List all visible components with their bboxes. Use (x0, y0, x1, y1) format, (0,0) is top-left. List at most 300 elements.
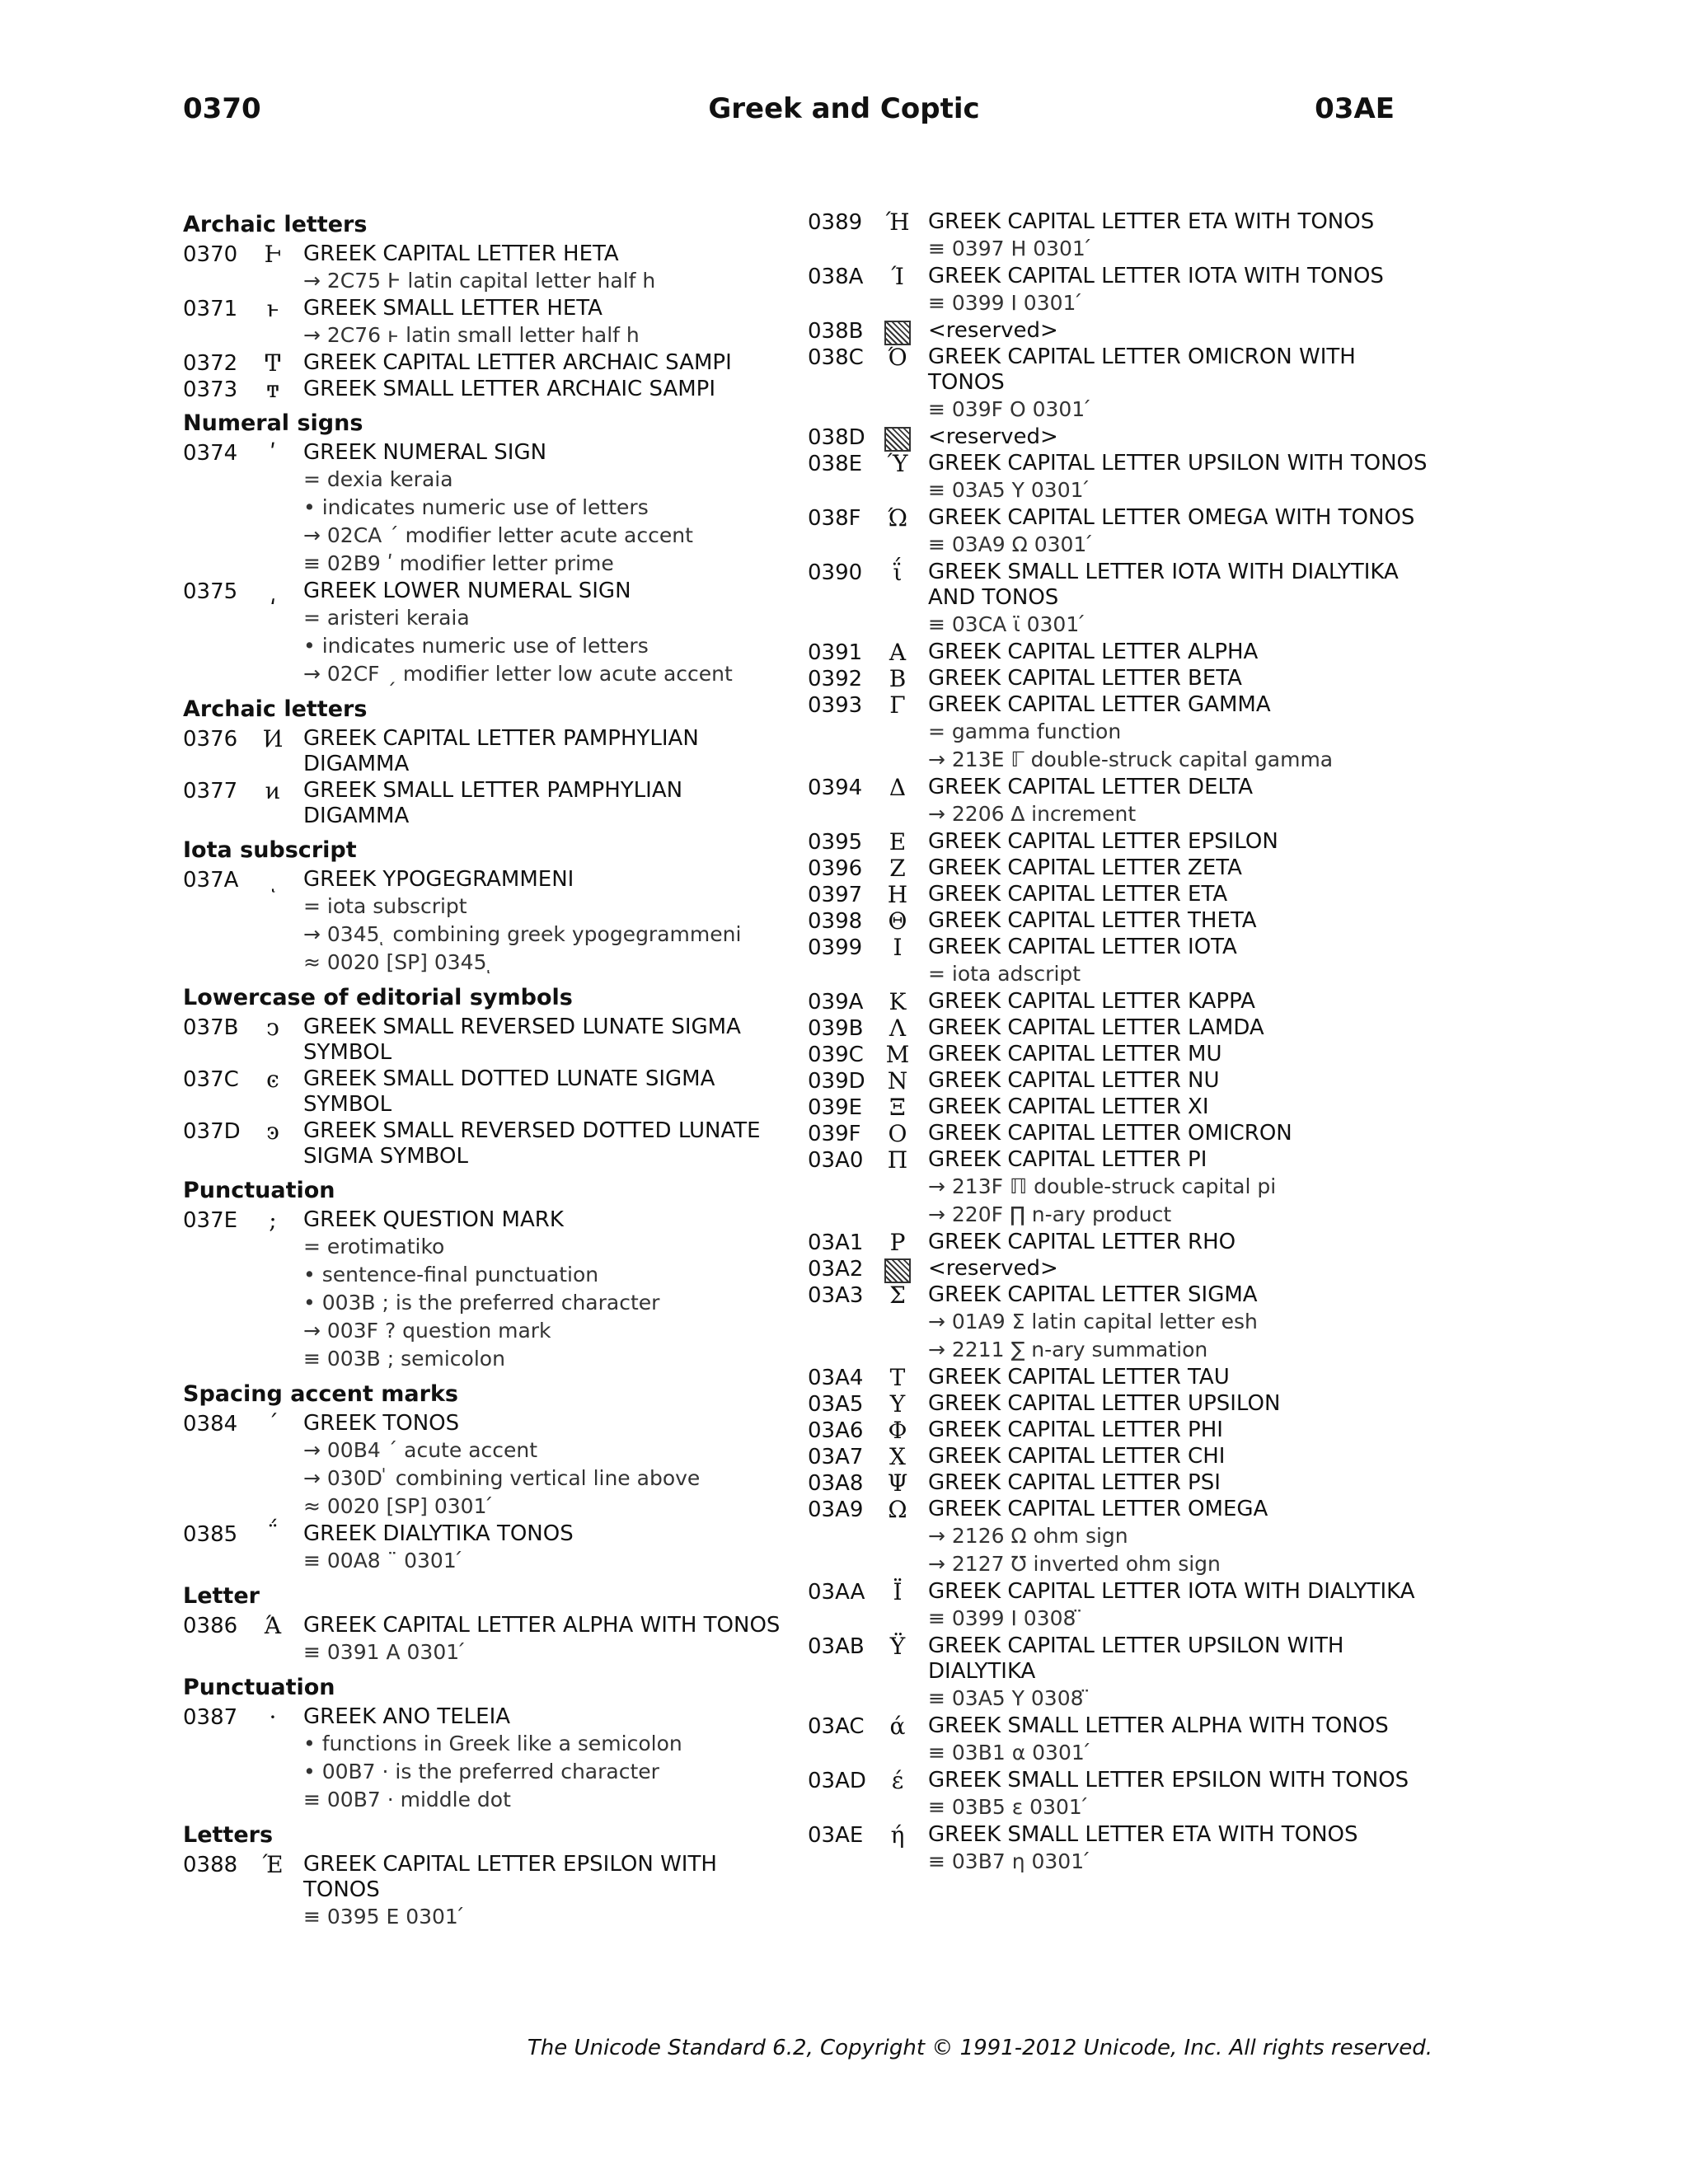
character-name: GREEK ANO TELEIA (303, 1704, 511, 1729)
character-name: GREEK CAPITAL LETTER CHI (928, 1444, 1226, 1469)
entry-body (928, 1496, 1434, 1578)
reserved-hatch-icon (880, 317, 915, 345)
code-point: 0377 (183, 779, 238, 804)
character-glyph: Ͱ (264, 241, 282, 268)
entry-body (303, 376, 793, 402)
code-point: 0371 (183, 297, 238, 321)
code-entry (183, 1066, 793, 1118)
entry-body (928, 855, 1434, 881)
code-entry (808, 424, 1434, 450)
section-heading: Spacing accent marks (183, 1381, 458, 1407)
entry-body (303, 1066, 793, 1118)
code-entry (808, 1578, 1434, 1633)
annotation-line: ≡ 03B7 η 0301 ́ (928, 1849, 1091, 1873)
code-point: 039F (808, 1122, 861, 1146)
code-point: 03A6 (808, 1418, 864, 1443)
code-point: 03A1 (808, 1230, 864, 1255)
annotation-line: • 003B ; is the preferred character (303, 1291, 660, 1315)
character-glyph: Θ (888, 907, 907, 935)
code-point: 037A (183, 868, 239, 893)
character-name: GREEK CAPITAL LETTER PAMPHYLIAN DIGAMMA (303, 726, 699, 776)
annotation-line: → 213E ℾ double-struck capital gamma (928, 748, 1334, 771)
code-entry (183, 777, 793, 829)
code-point: 03A5 (808, 1392, 864, 1417)
code-point: 03A2 (808, 1257, 864, 1282)
code-point: 0397 (808, 883, 863, 907)
character-glyph: Ι (893, 934, 903, 961)
annotation-line: → 2211 ∑ n-ary summation (928, 1338, 1208, 1361)
code-entry (183, 866, 793, 977)
character-glyph: Η (887, 881, 908, 908)
annotation-line: = erotimatiko (303, 1235, 445, 1258)
code-entry (808, 1229, 1434, 1255)
annotation-line: ≡ 0399 Ι 0308 ̈ (928, 1606, 1083, 1630)
code-point: 0391 (808, 640, 863, 665)
character-name: GREEK SMALL LETTER ETA WITH TONOS (928, 1822, 1358, 1847)
code-point: 0389 (808, 210, 863, 235)
code-entry (183, 439, 793, 578)
code-point: 0376 (183, 727, 238, 752)
code-entry (183, 376, 793, 402)
code-entry (183, 1014, 793, 1066)
code-entry (183, 295, 793, 349)
code-point: 03A8 (808, 1471, 864, 1496)
code-point: 03A4 (808, 1366, 864, 1390)
code-point: 0384 (183, 1412, 238, 1436)
annotation-line: ≡ 0395 Ε 0301 ́ (303, 1905, 465, 1929)
page-title: Greek and Coptic (708, 92, 980, 125)
code-entry (808, 988, 1434, 1015)
code-entry (808, 344, 1434, 424)
character-glyph: Ή (885, 209, 910, 236)
character-name: GREEK CAPITAL LETTER OMEGA (928, 1497, 1268, 1521)
entry-body (303, 777, 793, 829)
entry-body (928, 1443, 1434, 1469)
hatched-box-icon (884, 427, 911, 452)
character-name: GREEK CAPITAL LETTER TAU (928, 1365, 1230, 1390)
code-entry (808, 263, 1434, 317)
entry-body (928, 1120, 1434, 1146)
code-entry (808, 1390, 1434, 1417)
code-entry (808, 317, 1434, 344)
character-glyph: Ά (264, 1612, 282, 1639)
annotation-line: ≡ 03A5 Υ 0301 ́ (928, 478, 1090, 502)
character-name: GREEK CAPITAL LETTER SIGMA (928, 1282, 1258, 1307)
code-point: 03A9 (808, 1497, 864, 1522)
character-glyph: Ε (889, 828, 907, 855)
code-point: 0373 (183, 377, 238, 402)
annotation-line: ≡ 00A8 ¨ 0301 ́ (303, 1549, 463, 1572)
character-glyph: ; (269, 1207, 277, 1234)
code-point: 038C (808, 345, 864, 370)
code-entry (808, 1417, 1434, 1443)
annotation-line: ≈ 0020 [SP] 0301 ́ (303, 1494, 494, 1518)
character-glyph: Ό (888, 344, 907, 371)
code-entry (808, 1469, 1434, 1496)
annotation-line: = aristeri keraia (303, 606, 470, 630)
character-name: GREEK CAPITAL LETTER DELTA (928, 775, 1254, 799)
code-point: 039B (808, 1016, 864, 1041)
annotation-line: → 01A9 Ʃ latin capital letter esh (928, 1310, 1258, 1333)
character-name: GREEK CAPITAL LETTER BETA (928, 666, 1242, 691)
entry-body (928, 881, 1434, 907)
section-heading: Archaic letters (183, 212, 368, 237)
character-name: GREEK CAPITAL LETTER IOTA WITH DIALYTIKA (928, 1579, 1415, 1604)
code-entry (183, 1521, 793, 1575)
character-name: GREEK CAPITAL LETTER LAMDA (928, 1015, 1264, 1040)
code-entry (808, 907, 1434, 934)
character-glyph: Β (889, 665, 907, 692)
entry-body (928, 1417, 1434, 1443)
character-name: GREEK CAPITAL LETTER ALPHA (928, 640, 1259, 664)
annotation-line: ≡ 0397 Η 0301 ́ (928, 237, 1092, 260)
entry-body (928, 1821, 1434, 1876)
character-glyph: Ͷ (262, 725, 284, 752)
character-glyph: ͱ (266, 295, 279, 322)
character-glyph: ΅ (267, 1521, 279, 1548)
code-entry (183, 1612, 793, 1666)
character-glyph: Ρ (889, 1229, 906, 1256)
code-point: 0374 (183, 441, 238, 466)
code-point: 0372 (183, 351, 238, 376)
character-name: GREEK CAPITAL LETTER RHO (928, 1230, 1236, 1254)
character-glyph: Γ (889, 691, 906, 719)
code-entry (183, 1704, 793, 1814)
code-entry (808, 1767, 1434, 1821)
code-entry (808, 1015, 1434, 1041)
code-entry (183, 1410, 793, 1521)
code-entry (808, 1146, 1434, 1229)
code-entry (808, 828, 1434, 855)
character-name: GREEK CAPITAL LETTER IOTA WITH TONOS (928, 264, 1384, 288)
code-point: 03A7 (808, 1445, 864, 1469)
header-range-start: 0370 (183, 92, 261, 125)
entry-body (928, 424, 1434, 450)
entry-body (928, 1469, 1434, 1496)
character-glyph: Μ (885, 1041, 910, 1068)
character-name: GREEK CAPITAL LETTER PHI (928, 1418, 1223, 1442)
code-entry (808, 1067, 1434, 1094)
annotation-line: → 2127 ℧ inverted ohm sign (928, 1552, 1221, 1576)
entry-body (303, 1118, 793, 1169)
character-glyph: έ (891, 1767, 904, 1794)
entry-body (928, 1364, 1434, 1390)
character-name: GREEK CAPITAL LETTER ETA (928, 882, 1228, 907)
code-entry (808, 774, 1434, 828)
annotation-line: → 213F ℿ double-struck capital pi (928, 1174, 1277, 1198)
character-glyph: Χ (889, 1443, 906, 1470)
entry-body (928, 774, 1434, 828)
code-point: 038A (808, 265, 864, 289)
annotation-line: → 00B4 ´ acute accent (303, 1438, 538, 1462)
annotation-line: ≡ 039F Ο 0301 ́ (928, 397, 1092, 421)
character-glyph: ͻ (266, 1014, 279, 1041)
code-entry (808, 1633, 1434, 1713)
reserved-hatch-icon (880, 1255, 915, 1283)
character-glyph: · (269, 1704, 277, 1731)
character-name: <reserved> (928, 1256, 1058, 1281)
code-point: 0399 (808, 935, 863, 960)
code-entry (808, 855, 1434, 881)
entry-body (303, 1521, 793, 1575)
character-glyph: Π (887, 1146, 908, 1174)
character-name: GREEK CAPITAL LETTER OMICRON WITH TONOS (928, 344, 1356, 395)
annotation-line: ≡ 02B9 ʹ modifier letter prime (303, 551, 614, 575)
code-entry (183, 1118, 793, 1169)
character-glyph: Ν (887, 1067, 908, 1094)
hatched-box-icon (884, 321, 911, 345)
code-point: 0393 (808, 693, 863, 718)
character-glyph: Ο (888, 1120, 907, 1147)
code-point: 03AC (808, 1714, 865, 1739)
code-entry (808, 1364, 1434, 1390)
code-entry (808, 934, 1434, 988)
character-glyph: ͳ (266, 376, 279, 403)
code-entry (808, 1041, 1434, 1067)
entry-body (303, 1704, 793, 1814)
entry-body (303, 1612, 793, 1666)
character-glyph: ͵ (270, 578, 276, 605)
annotation-line: ≡ 0399 Ι 0301 ́ (928, 291, 1083, 315)
character-glyph: Ω (888, 1496, 907, 1523)
entry-body (928, 1067, 1434, 1094)
character-glyph: Ψ (887, 1469, 908, 1497)
entry-body (928, 639, 1434, 665)
code-entry (808, 665, 1434, 691)
section-heading: Lowercase of editorial symbols (183, 985, 573, 1010)
entry-body (928, 828, 1434, 855)
entry-body (303, 349, 793, 376)
entry-body (303, 241, 793, 295)
entry-body (303, 439, 793, 578)
annotation-line: • indicates numeric use of letters (303, 634, 649, 658)
entry-body (303, 1014, 793, 1066)
character-name: GREEK CAPITAL LETTER ETA WITH TONOS (928, 209, 1375, 234)
code-entry (183, 1851, 793, 1931)
character-name: GREEK LOWER NUMERAL SIGN (303, 579, 631, 603)
annotation-line: ≡ 03B1 α 0301 ́ (928, 1741, 1091, 1765)
code-entry (808, 1282, 1434, 1364)
character-glyph: Ύ (887, 450, 908, 477)
section-heading: Punctuation (183, 1675, 335, 1700)
character-glyph: ͷ (265, 777, 281, 804)
character-glyph: Ϋ (889, 1633, 906, 1660)
character-name: GREEK CAPITAL LETTER IOTA (928, 935, 1237, 959)
code-point: 03AA (808, 1580, 865, 1605)
entry-body (928, 1578, 1434, 1633)
code-entry (183, 241, 793, 295)
entry-body (928, 504, 1434, 559)
left-column (183, 209, 793, 1931)
code-entry (808, 881, 1434, 907)
annotation-line: → 02CA ˊ modifier letter acute accent (303, 523, 693, 547)
character-glyph: ά (889, 1713, 906, 1740)
character-glyph: ή (890, 1821, 905, 1849)
code-point: 0398 (808, 909, 863, 934)
code-point: 0387 (183, 1705, 238, 1730)
hatched-box-icon (884, 1258, 911, 1283)
entry-body (303, 578, 793, 688)
entry-body (928, 263, 1434, 317)
code-point: 038E (808, 452, 863, 476)
character-name: GREEK DIALYTIKA TONOS (303, 1521, 574, 1546)
code-point: 038B (808, 319, 864, 344)
character-name: GREEK CAPITAL LETTER MU (928, 1042, 1222, 1066)
character-name: GREEK CAPITAL LETTER THETA (928, 908, 1257, 933)
character-glyph: Α (889, 639, 907, 666)
character-glyph: ͽ (266, 1118, 279, 1145)
annotation-line: → 2C75 Ⱶ latin capital letter half h (303, 269, 656, 293)
code-entry (808, 1443, 1434, 1469)
entry-body (928, 559, 1434, 639)
section-heading: Iota subscript (183, 837, 357, 863)
code-point: 03AD (808, 1769, 866, 1793)
character-name: GREEK TONOS (303, 1411, 460, 1436)
annotation-line: = dexia keraia (303, 467, 453, 491)
annotation-line: → 220F ∏ n-ary product (928, 1202, 1172, 1226)
code-point: 038D (808, 425, 865, 450)
copyright-footer: The Unicode Standard 6.2, Copyright © 1991-2012 Unicode, Inc. All rights reserved. (527, 2036, 1432, 2060)
code-entry (808, 1496, 1434, 1578)
annotation-line: • functions in Greek like a semicolon (303, 1732, 682, 1755)
entry-body (928, 1255, 1434, 1282)
character-glyph: ʹ (270, 439, 276, 466)
entry-body (928, 1390, 1434, 1417)
entry-body (303, 1851, 793, 1931)
entry-body (303, 866, 793, 977)
entry-body (928, 1146, 1434, 1229)
annotation-line: → 0345 ͅ combining greek ypogegrammeni (303, 922, 742, 946)
character-name: GREEK CAPITAL LETTER EPSILON (928, 829, 1278, 854)
character-glyph: ΄ (267, 1410, 279, 1437)
character-glyph: Ξ (889, 1094, 906, 1121)
character-name: GREEK YPOGEGRAMMENI (303, 867, 574, 892)
entry-body (928, 1282, 1434, 1364)
code-entry (808, 639, 1434, 665)
section-heading: Punctuation (183, 1178, 335, 1203)
character-name: GREEK SMALL LETTER HETA (303, 296, 603, 321)
code-point: 039E (808, 1095, 863, 1120)
annotation-line: → 030D ̍ combining vertical line above (303, 1466, 701, 1490)
reserved-hatch-icon (880, 424, 915, 452)
annotation-line: • 00B7 · is the preferred character (303, 1760, 659, 1783)
annotation-line: ≡ 03A9 Ω 0301 ́ (928, 532, 1094, 556)
character-name: GREEK CAPITAL LETTER PSI (928, 1470, 1221, 1495)
character-name: <reserved> (928, 424, 1058, 449)
character-name: GREEK SMALL LETTER EPSILON WITH TONOS (928, 1768, 1409, 1793)
code-point: 039D (808, 1069, 865, 1094)
section-heading: Letter (183, 1583, 260, 1609)
code-point: 0396 (808, 856, 863, 881)
code-entry (183, 349, 793, 376)
code-entry (808, 1713, 1434, 1767)
code-entry (183, 1207, 793, 1373)
code-entry (183, 725, 793, 777)
annotation-line: ≡ 003B ; semicolon (303, 1347, 505, 1371)
character-name: GREEK SMALL DOTTED LUNATE SIGMA SYMBOL (303, 1066, 715, 1117)
code-entry (808, 1255, 1434, 1282)
character-glyph: Ϊ (893, 1578, 903, 1605)
character-glyph: ͺ (267, 866, 279, 893)
entry-body (928, 1229, 1434, 1255)
character-glyph: Φ (888, 1417, 907, 1444)
annotation-line: → 003F ? question mark (303, 1319, 551, 1343)
character-name: GREEK CAPITAL LETTER EPSILON WITH TONOS (303, 1852, 717, 1902)
entry-body (928, 1767, 1434, 1821)
character-name: GREEK CAPITAL LETTER OMICRON (928, 1121, 1292, 1146)
character-name: GREEK CAPITAL LETTER OMEGA WITH TONOS (928, 505, 1415, 530)
code-entry (808, 209, 1434, 263)
annotation-line: → 02CF ˏ modifier letter low acute accent (303, 662, 733, 686)
code-point: 0392 (808, 667, 863, 691)
right-column (808, 209, 1434, 1876)
character-glyph: Ί (891, 263, 904, 290)
code-point: 03A0 (808, 1148, 864, 1173)
character-name: GREEK SMALL LETTER ARCHAIC SAMPI (303, 377, 716, 401)
entry-body (928, 1633, 1434, 1713)
character-glyph: Λ (889, 1015, 907, 1042)
entry-body (928, 317, 1434, 344)
code-entry (808, 1094, 1434, 1120)
annotation-line: • sentence-final punctuation (303, 1263, 599, 1286)
character-name: <reserved> (928, 318, 1058, 343)
character-name: GREEK SMALL REVERSED DOTTED LUNATE SIGMA SYMBOL (303, 1118, 761, 1169)
code-point: 0375 (183, 579, 238, 604)
entry-body (303, 725, 793, 777)
character-name: GREEK CAPITAL LETTER PI (928, 1147, 1207, 1172)
entry-body (928, 988, 1434, 1015)
code-point: 039A (808, 990, 864, 1015)
code-point: 0388 (183, 1853, 238, 1877)
entry-body (928, 1015, 1434, 1041)
character-glyph: Τ (889, 1364, 906, 1391)
code-point: 037D (183, 1119, 241, 1144)
entry-body (928, 209, 1434, 263)
code-point: 0395 (808, 830, 863, 855)
annotation-line: → 2206 ∆ increment (928, 802, 1137, 826)
entry-body (303, 295, 793, 349)
entry-body (928, 1094, 1434, 1120)
character-glyph: Υ (889, 1390, 906, 1418)
code-point: 03AB (808, 1634, 865, 1659)
character-glyph: Έ (262, 1851, 284, 1878)
entry-body (928, 665, 1434, 691)
entry-body (928, 450, 1434, 504)
annotation-line: • indicates numeric use of letters (303, 495, 649, 519)
code-point: 0394 (808, 776, 863, 800)
character-glyph: ΐ (893, 559, 903, 586)
annotation-line: → 2C76 ⱶ latin small letter half h (303, 323, 640, 347)
code-point: 0386 (183, 1614, 238, 1638)
annotation-line: = iota subscript (303, 894, 467, 918)
character-name: GREEK CAPITAL LETTER UPSILON (928, 1391, 1281, 1416)
character-glyph: Ζ (889, 855, 906, 882)
code-entry (808, 450, 1434, 504)
character-glyph: Κ (889, 988, 907, 1015)
section-heading: Archaic letters (183, 696, 368, 722)
annotation-line: ≡ 0391 Α 0301 ́ (303, 1640, 467, 1664)
code-point: 038F (808, 506, 861, 531)
character-name: GREEK CAPITAL LETTER ARCHAIC SAMPI (303, 350, 732, 375)
annotation-line: → 2126 Ω ohm sign (928, 1524, 1128, 1548)
character-glyph: ͼ (266, 1066, 279, 1093)
code-entry (183, 578, 793, 688)
entry-body (928, 934, 1434, 988)
entry-body (928, 907, 1434, 934)
code-point: 03AE (808, 1823, 864, 1848)
entry-body (928, 344, 1434, 424)
annotation-line: = gamma function (928, 719, 1122, 743)
